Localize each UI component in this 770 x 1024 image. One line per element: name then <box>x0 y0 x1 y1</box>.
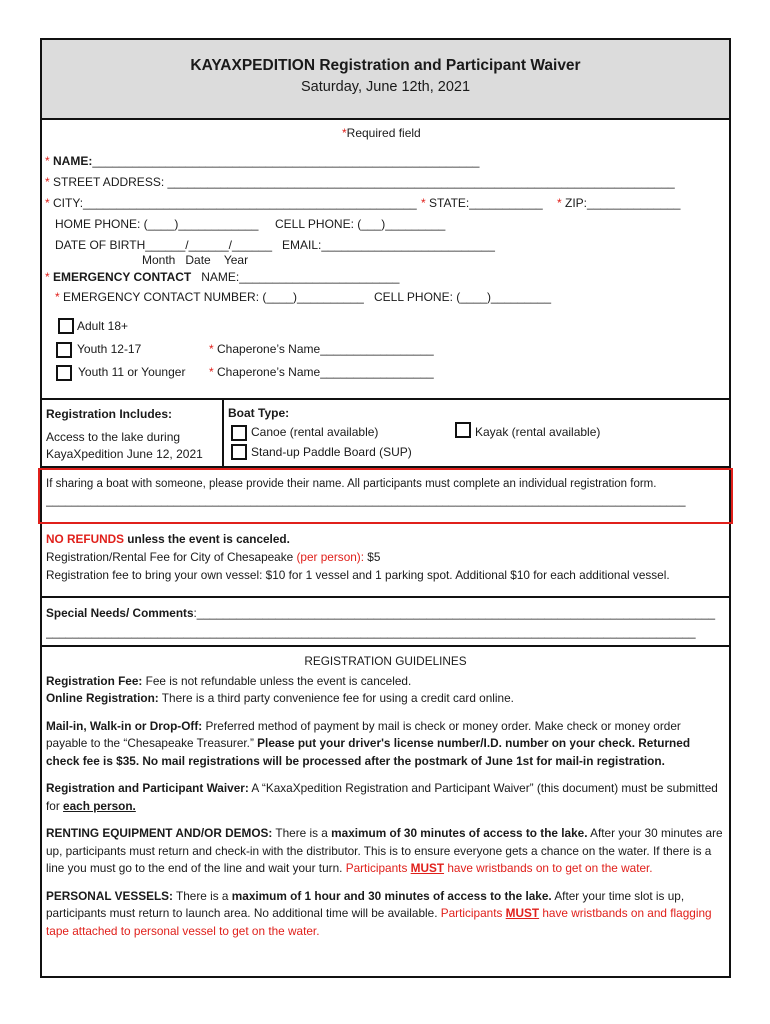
guideline-online: Online Registration: There is a third party convenience fee for using a credit card online. <box>46 691 514 705</box>
registration-includes-line1: Access to the lake during <box>46 430 181 444</box>
canoe-checkbox[interactable] <box>231 425 247 441</box>
email-field[interactable]: EMAIL:__________________________ <box>282 238 495 252</box>
rental-fee: Registration/Rental Fee for City of Chesapeake (per person): $5 <box>46 550 381 564</box>
canoe-label: Canoe (rental available) <box>251 425 379 439</box>
emergency-cell-field[interactable]: CELL PHONE: (____)_________ <box>374 290 551 304</box>
emergency-contact-field[interactable]: * EMERGENCY CONTACT NAME:________________________ <box>45 270 400 284</box>
kayak-checkbox[interactable] <box>455 422 471 438</box>
form-header <box>42 40 729 120</box>
sup-checkbox[interactable] <box>231 444 247 460</box>
guideline-renting: RENTING EQUIPMENT AND/OR DEMOS: There is a maximum of 30 minutes of access to the lake. After your 30 minutes are up, participants must return and check-in with the distributor. This is to ensure everyone gets a chance on the water. If there is a line you must go to the end of the line and wait your turn. Participants MUST have wristbands on to get on the water. <box>46 826 723 875</box>
guideline-waiver: Registration and Participant Waiver: A “KaxaXpedition Registration and Participant Waiver” (this document) must be submitted for each person. <box>46 781 718 813</box>
boat-sharing-box[interactable] <box>38 468 733 524</box>
youth-label: Youth 12-17 <box>77 342 142 356</box>
special-needs-field[interactable]: Special Needs/ Comments:_______________________________________________________________________________ <box>46 606 716 620</box>
special-needs-section[interactable] <box>42 598 729 647</box>
sup-label: Stand-up Paddle Board (SUP) <box>251 445 412 459</box>
adult-label: Adult 18+ <box>77 319 129 333</box>
boat-type-heading: Boat Type: <box>228 406 290 420</box>
boat-sharing-instructions: If sharing a boat with someone, please provide their name. All participants must complete an individual registration form. <box>46 478 657 490</box>
chaperone-name-field-1[interactable]: * Chaperone’s Name_________________ <box>209 342 434 356</box>
city-field[interactable]: * CITY:__________________________________________________ <box>45 196 417 210</box>
registration-includes-line2: KayaXpedition June 12, 2021 <box>46 447 203 461</box>
form-title: KAYAXPEDITION Registration and Participant Waiver <box>190 57 581 74</box>
own-vessel-fee: Registration fee to bring your own vessel: $10 for 1 vessel and 1 parking spot. Additional $10 for each additional vessel. <box>46 568 670 582</box>
fees-section <box>42 524 729 598</box>
chaperone-name-field-2[interactable]: * Chaperone’s Name_________________ <box>209 365 434 379</box>
special-needs-line: ___________________________________________________________________________________________________ <box>46 625 696 639</box>
registration-includes <box>42 400 224 466</box>
date-of-birth-field[interactable]: DATE OF BIRTH______/______/______ <box>55 238 273 252</box>
zip-field[interactable]: * ZIP:______________ <box>557 196 681 210</box>
youth-11-checkbox[interactable] <box>56 365 72 381</box>
home-phone-field[interactable]: HOME PHONE: (____)____________ <box>55 217 259 231</box>
registration-boat-section <box>42 400 729 468</box>
cell-phone-field[interactable]: CELL PHONE: (___)_________ <box>275 217 446 231</box>
participant-info-section <box>42 120 729 400</box>
youth-checkbox[interactable] <box>56 342 72 358</box>
required-note: *Required field <box>342 126 421 140</box>
guidelines-heading: REGISTRATION GUIDELINES <box>304 654 467 668</box>
registration-includes-heading: Registration Includes: <box>46 407 173 421</box>
street-address-field[interactable]: * STREET ADDRESS: ____________________________________________________________________________ <box>45 175 675 189</box>
guideline-personal: PERSONAL VESSELS: There is a maximum of 1 hour and 30 minutes of access to the lake. After your time slot is up, participants must return to launch area. No additional time will be available. Participants MUST have wristbands on and flagging tape attached to personal vessel to get on the water. <box>46 888 712 938</box>
guidelines-section <box>42 647 729 956</box>
state-field[interactable]: * STATE:___________ <box>421 196 543 210</box>
guideline-fee: Registration Fee: Fee is not refundable unless the event is canceled. <box>46 673 412 688</box>
youth-11-label: Youth 11 or Younger <box>78 365 186 379</box>
adult-checkbox[interactable] <box>58 318 74 334</box>
no-refunds-note: NO REFUNDS unless the event is canceled. <box>46 532 290 546</box>
event-date: Saturday, June 12th, 2021 <box>300 79 471 95</box>
registration-form <box>40 38 731 978</box>
boat-type <box>224 400 729 466</box>
emergency-number-field[interactable]: * EMERGENCY CONTACT NUMBER: (____)__________ <box>55 290 364 304</box>
kayak-label: Kayak (rental available) <box>475 425 601 439</box>
boat-sharing-line: ____________________________________________________________________________________________________ <box>46 495 686 507</box>
dob-hint: Month Date Year <box>142 253 249 267</box>
name-field[interactable]: * NAME:__________________________________________________________ <box>45 154 480 168</box>
guideline-mail: Mail-in, Walk-in or Drop-Off: Preferred method of payment by mail is check or money order. Make check or money order payable to the “Chesapeake Treasurer.” Please put your driver's license number/I.D. number on your check. Returned check fee is $35. No mail registrations will be processed after the postmark of June 1st for mail-in registration. <box>46 718 691 768</box>
